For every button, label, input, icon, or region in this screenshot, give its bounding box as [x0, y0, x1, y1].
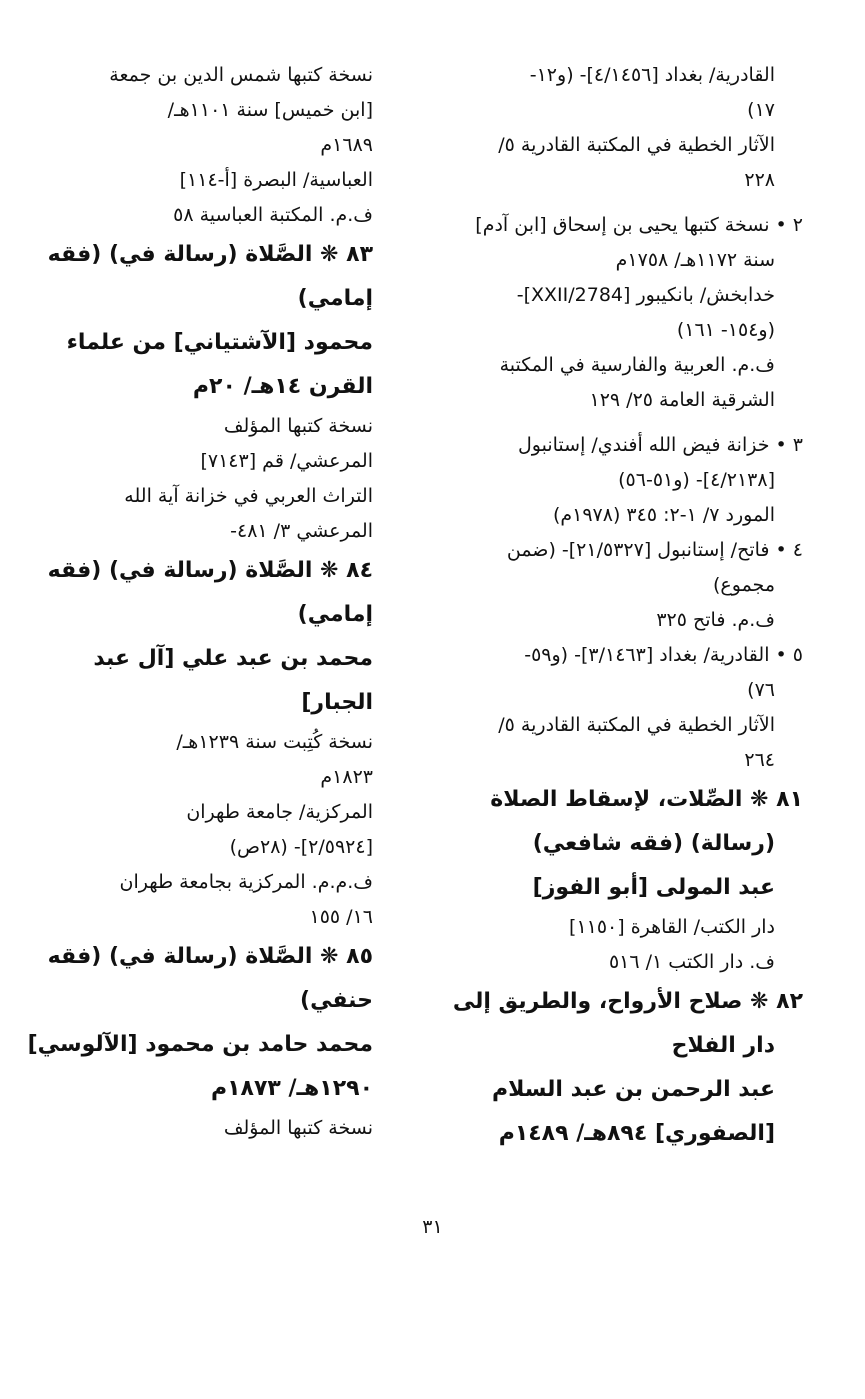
text-line: دار الكتب/ القاهرة [١١٥٠] [569, 916, 775, 938]
text-line: ٨٣ ❋ الصَّلاة (رسالة في) (فقه [47, 242, 373, 267]
text-line: ١٦٨٩م [320, 134, 373, 156]
text-line: نسخة كُتِبت سنة ١٢٣٩هـ/ [176, 731, 373, 753]
text-line: العباسية/ البصرة [أ-١١٤] [179, 169, 373, 191]
text-line: المرعشي/ قم [٧١٤٣] [200, 450, 373, 472]
text-line: (رسالة) (فقه شافعي) [532, 831, 775, 856]
text-line: ٨٥ ❋ الصَّلاة (رسالة في) (فقه [47, 944, 373, 969]
text-line: محمد حامد بن محمود [الآلوسي] [27, 1032, 373, 1057]
text-line: ١٨٢٣م [320, 766, 373, 788]
text-line: ٣ • خزانة فيض الله أفندي/ إستانبول [518, 434, 803, 456]
text-line: الآثار الخطية في المكتبة القادرية ٥/ [498, 134, 775, 156]
text-line: الشرقية العامة ٢٥/ ١٢٩ [589, 389, 775, 411]
text-line: نسخة كتبها المؤلف [223, 1117, 373, 1139]
text-line: عبد المولى [أبو الفوز] [532, 875, 775, 900]
text-line: [ابن خميس] سنة ١١٠١هـ/ [167, 99, 373, 121]
text-line: (و١٥٤- ١٦١) [676, 319, 775, 341]
text-line: ٨٢ ❋ صلاح الأرواح، والطريق إلى [452, 989, 803, 1014]
text-line: [٢/٥٩٢٤]- (٢٨ص) [229, 836, 373, 858]
text-line: [٤/٢١٣٨]- (و٥١-٥٦) [618, 469, 775, 491]
text-line: مجموع) [713, 574, 775, 596]
text-line: المركزية/ جامعة طهران [186, 801, 373, 823]
left-column [27, 58, 373, 1146]
text-line: الآثار الخطية في المكتبة القادرية ٥/ [498, 714, 775, 736]
text-line: محمد بن عبد علي [آل عبد [93, 646, 373, 671]
text-line: ٢ • نسخة كتبها يحيى بن إسحاق [ابن آدم] [475, 214, 803, 236]
text-line: القادرية/ بغداد [٤/١٤٥٦]- (و١٢- [529, 64, 775, 86]
text-line: ١٦/ ١٥٥ [309, 906, 373, 928]
text-line: إمامي) [297, 286, 373, 311]
text-line: ف.م. المكتبة العباسية ٥٨ [173, 204, 373, 226]
text-line: ٨١ ❋ الصِّلات، لإسقاط الصلاة [490, 787, 803, 812]
text-line: القرن ١٤هـ/ ٢٠م [192, 374, 373, 399]
text-line: محمود [الآشتياني] من علماء [66, 330, 373, 355]
text-line: التراث العربي في خزانة آية الله [124, 485, 373, 507]
text-line: سنة ١١٧٢هـ/ ١٧٥٨م [615, 249, 775, 271]
text-line: حنفي) [300, 988, 373, 1013]
text-line: ف.م.م. المركزية بجامعة طهران [119, 871, 373, 893]
text-line: ٧٦) [747, 679, 775, 701]
text-line: الجبار] [301, 690, 373, 715]
text-line: ٨٤ ❋ الصَّلاة (رسالة في) (فقه [47, 558, 373, 583]
text-line: ١٢٩٠هـ/ ١٨٧٣م [210, 1076, 373, 1101]
text-line: ف.م. فاتح ٣٢٥ [656, 609, 775, 631]
text-line: نسخة كتبها شمس الدين بن جمعة [109, 64, 373, 86]
text-line: ١٧) [747, 99, 775, 121]
text-line: ف.م. العربية والفارسية في المكتبة [499, 354, 775, 376]
text-line: ٢٦٤ [744, 749, 775, 771]
text-line: ٤ • فاتح/ إستانبول [٢١/٥٣٢٧]- (ضمن [506, 539, 803, 561]
text-line: المرعشي ٣/ ٤٨١- [230, 520, 373, 542]
text-line: إمامي) [297, 602, 373, 627]
text-line: ٥ • القادرية/ بغداد [٣/١٤٦٣]- (و٥٩- [524, 644, 803, 666]
text-line: عبد الرحمن بن عبد السلام [491, 1077, 775, 1102]
text-line: [الصفوري] ٨٩٤هـ/ ١٤٨٩م [498, 1121, 775, 1146]
text-line: خدابخش/ بانكيبور [2784/XXII]- [516, 284, 775, 306]
text-line: ٢٢٨ [744, 169, 775, 191]
page-number: ٣١ [422, 1216, 443, 1238]
right-column [443, 58, 803, 1156]
text-line: دار الفلاح [671, 1033, 775, 1058]
text-line: ف. دار الكتب ١/ ٥١٦ [608, 951, 775, 973]
text-line: المورد ٧/ ١-٢: ٣٤٥ (١٩٧٨م) [552, 504, 775, 526]
text-line: نسخة كتبها المؤلف [223, 415, 373, 437]
